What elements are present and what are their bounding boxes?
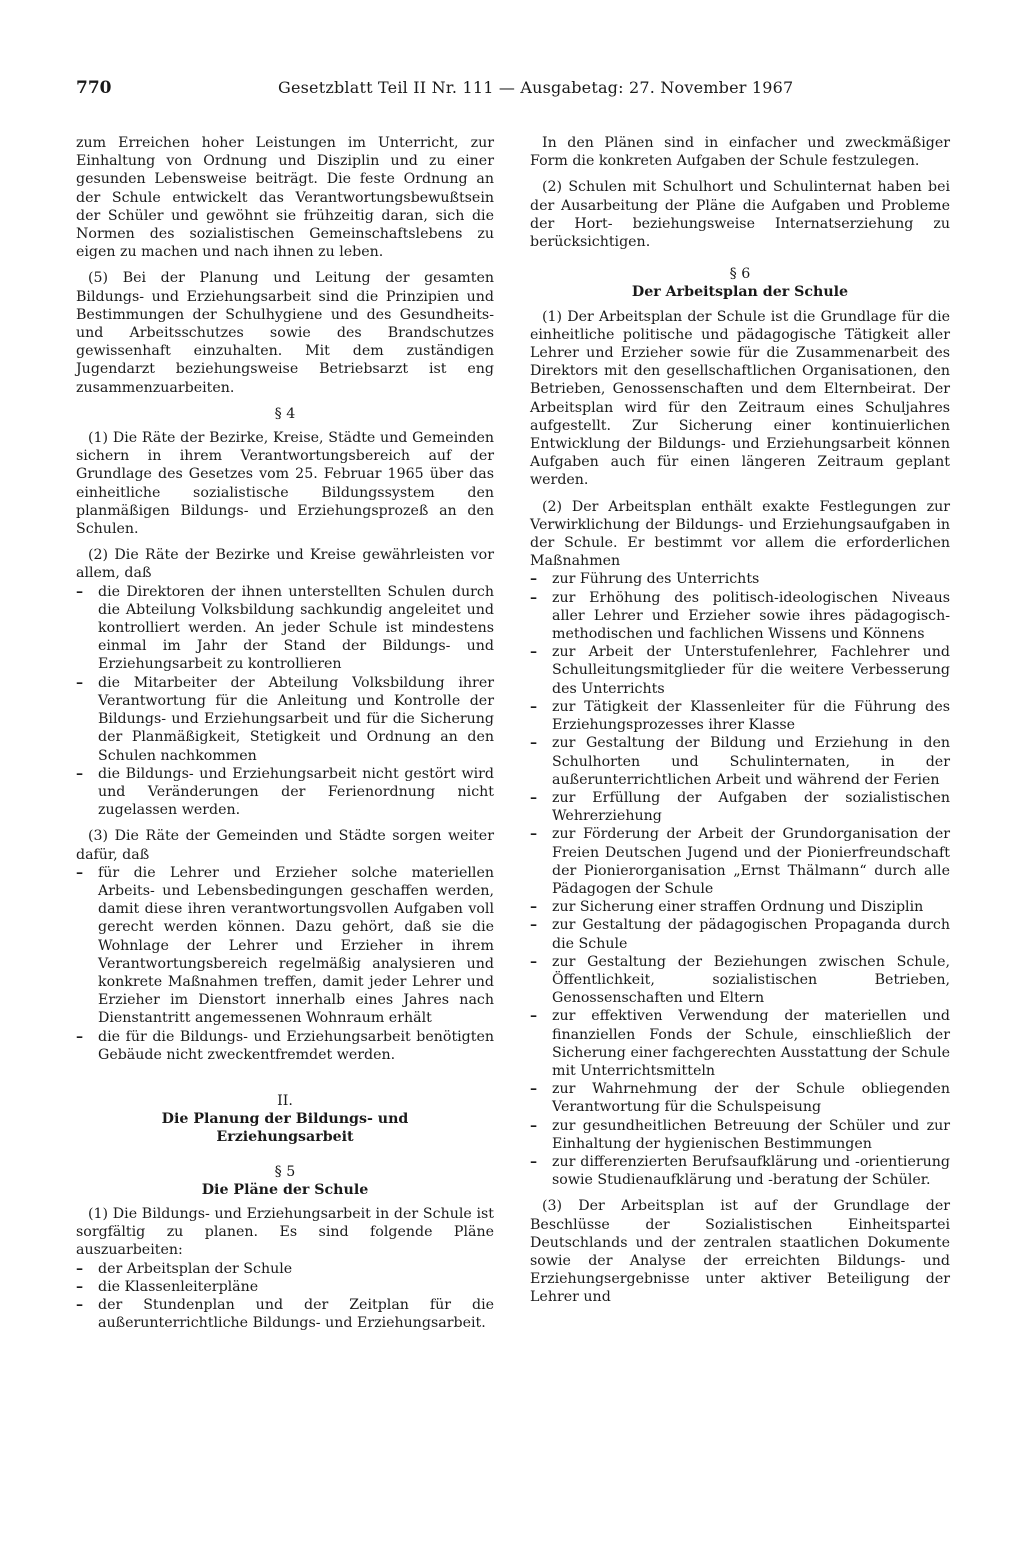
section-4-paragraph-1: (1) Die Räte der Bezirke, Kreise, Städte und Gemeinden sichern in ihrem Verantwortungsbereich auf der Grundlage des Gesetzes vom 25. Februar 1965 über das einheitliche sozialistische Bildungssystem den planmäßigen Bildungs- und Erziehungsprozeß an den Schulen. <box>76 430 494 538</box>
section-6-paragraph-1: (1) Der Arbeitsplan der Schule ist die Grundlage für die einheitliche politische und pädagogische Tätigkeit aller Lehrer und Erzieher sowie für die Zusammenarbeit des Direktors mit den gesellschaftlichen Organisationen, den Betrieben, Genossenschaften und dem Elternbeirat. Der Arbeitsplan wird für den Zeitraum eines Schuljahres aufgestellt. Zur Sicherung einer kontinuierlichen Entwicklung der Bildungs- und Erziehungsarbeit können Aufgaben auch für einen längeren Zeitraum geplant werden. <box>530 308 950 489</box>
dash-bullet-icon: – <box>76 1296 84 1313</box>
section-5-paragraph-1: (1) Die Bildungs- und Erziehungsarbeit in der Schule ist sorgfältig zu planen. Es sind folgende Pläne auszuarbeiten: <box>76 1205 494 1259</box>
list-item: – zur Gestaltung der pädagogischen Propaganda durch die Schule <box>530 917 950 952</box>
dash-bullet-icon: – <box>530 1153 538 1170</box>
dash-bullet-icon: – <box>530 571 538 588</box>
list-item: – die Direktoren der ihnen unterstellten Schulen durch die Abteilung Volksbildung sachkundig angeleitet und kontrolliert werden. An jeder Schule ist mindestens einmal im Jahr der Stand der Bildungs- und Erziehungsarbeit zu kontrollieren <box>76 583 494 673</box>
list-item: – die Mitarbeiter der Abteilung Volksbildung ihrer Verantwortung für die Anleitung und Kontrolle der Bildungs- und Erziehungsarbeit und für die Sicherung der Planmäßigkeit, Stetigkeit und Ordnung an den Schulen nachkommen <box>76 674 494 764</box>
left-column <box>76 134 494 1340</box>
list-item: – zur Arbeit der Unterstufenlehrer, Fachlehrer und Schulleitungsmitglieder für die weitere Verbesserung des Unterrichts <box>530 644 950 697</box>
section-6-title: Der Arbeitsplan der Schule <box>631 284 849 301</box>
section-4-paragraph-2-list <box>76 583 494 820</box>
list-item: – der Arbeitsplan der Schule <box>76 1260 293 1277</box>
dash-bullet-icon: – <box>76 864 84 881</box>
dash-bullet-icon: – <box>76 1028 84 1045</box>
dash-bullet-icon: – <box>530 1008 538 1025</box>
list-item: – zur Erfüllung der Aufgaben der sozialistischen Wehrerziehung <box>530 789 950 825</box>
dash-bullet-icon: – <box>530 1117 538 1134</box>
list-item: – zur Wahrnehmung der der Schule obliegenden Verantwortung für die Schulspeisung <box>530 1081 950 1116</box>
section-4-heading: § 4 <box>274 405 296 422</box>
dash-bullet-icon: – <box>530 644 538 661</box>
dash-bullet-icon: – <box>530 1081 538 1098</box>
section-6-paragraph-2: (2) Der Arbeitsplan enthält exakte Festlegungen zur Verwirklichung der Bildungs- und Erziehungsaufgaben in der Schule. Er bestimmt vor allem die erforderlichen Maßnahmen <box>530 498 950 570</box>
list-item: – zur Tätigkeit der Klassenleiter für die Führung des Erziehungsprozesses ihrer Klasse <box>530 698 950 734</box>
dash-bullet-icon: – <box>530 589 538 606</box>
dash-bullet-icon: – <box>530 789 538 806</box>
section-6-measures-list <box>530 570 950 1189</box>
page-number: 770 <box>76 78 112 98</box>
dash-bullet-icon: – <box>530 917 538 934</box>
list-item: – zur Führung des Unterrichts <box>530 571 760 588</box>
section-5-title: Die Pläne der Schule <box>201 1181 369 1198</box>
list-item: – der Stundenplan und der Zeitplan für die außerunterrichtliche Bildungs- und Erziehungsarbeit. <box>76 1296 494 1332</box>
list-item: – die Klassenleiterpläne <box>76 1278 259 1295</box>
list-item: – für die Lehrer und Erzieher solche materiellen Arbeits- und Lebensbedingungen geschaffen werden, damit diese ihren verantwortungsvollen Aufgaben voll gerecht werden können. Dazu gehört, daß sie die Wohnlage der Lehrer und Erzieher in ihrem Verantwortungsbereich regelmäßig analysieren und konkrete Maßnahmen treffen, damit jeder Lehrer und Erzieher im Dienstort innerhalb eines Jahres nach Dienstantritt angemessenen Wohnraum erhält <box>76 864 494 1027</box>
section-6-paragraph-3: (3) Der Arbeitsplan ist auf der Grundlage der Beschlüsse der Sozialistischen Einheitspartei Deutschlands und der zentralen staatlichen Dokumente sowie der Analyse der erreichten Bildungs- und Erziehungsergebnisse unter aktiver Beteiligung der Lehrer und <box>530 1198 950 1306</box>
list-item: – die für die Bildungs- und Erziehungsarbeit benötigten Gebäude nicht zweckentfremdet werden. <box>76 1028 494 1063</box>
dash-bullet-icon: – <box>530 953 538 970</box>
list-item: – zur effektiven Verwendung der materiellen und finanziellen Fonds der Schule, einschließlich der Sicherung einer fachgerechten Ausstattung der Schule mit Unterrichtsmitteln <box>530 1008 950 1079</box>
paragraph-5: (5) Bei der Planung und Leitung der gesamten Bildungs- und Erziehungsarbeit sind die Prinzipien und Bestimmungen der Schulhygiene und des Gesundheits- und Arbeitsschutzes sowie des Brandschutzes gewissenhaft einzuhalten. Mit dem zuständigen Jugendarzt beziehungsweise Betriebsarzt ist eng zusammenzuarbeiten. <box>76 270 494 396</box>
section-4-paragraph-3-list <box>76 864 494 1064</box>
journal-title: Gesetzblatt Teil II Nr. 111 — Ausgabetag: 27. November 1967 <box>278 78 794 97</box>
dash-bullet-icon: – <box>530 826 538 843</box>
right-column <box>530 134 950 1315</box>
dash-bullet-icon: – <box>76 1260 84 1277</box>
section-6-heading: § 6 <box>729 266 751 283</box>
dash-bullet-icon: – <box>530 698 538 715</box>
dash-bullet-icon: – <box>76 583 84 600</box>
section-5-plans-list <box>76 1260 494 1333</box>
paragraph-intro: zum Erreichen hoher Leistungen im Unterricht, zur Einhaltung von Ordnung und Disziplin und zu einer gesunden Lebensweise beiträgt. Die feste Ordnung an der Schule entwickelt das Verantwortungsbewußtsein der Schüler und gewöhnt sie frühzeitig daran, sich die Normen des sozialistischen Gemeinschaftslebens zu eigen zu machen und nach ihnen zu leben. <box>76 135 494 261</box>
section-4-paragraph-3: (3) Die Räte der Gemeinden und Städte sorgen weiter dafür, daß <box>76 828 494 863</box>
page-header <box>76 78 794 102</box>
list-item: – zur Sicherung einer straffen Ordnung und Disziplin <box>530 899 924 916</box>
list-item: – zur Förderung der Arbeit der Grundorganisation der Freien Deutschen Jugend und der Pionierfreundschaft der Pionierorganisation „Ernst Thälmann“ durch alle Pädagogen der Schule <box>530 826 950 897</box>
list-item: – die Bildungs- und Erziehungsarbeit nicht gestört wird und Veränderungen der Ferienordnung nicht zugelassen werden. <box>76 765 494 819</box>
part-number: II. <box>277 1092 293 1109</box>
section-4-paragraph-2: (2) Die Räte der Bezirke und Kreise gewährleisten vor allem, daß <box>76 547 494 582</box>
list-item: – zur Gestaltung der Beziehungen zwischen Schule, Öffentlichkeit, sozialistischen Betrieben, Genossenschaften und Eltern <box>530 953 950 1007</box>
list-item: – zur Erhöhung des politisch-ideologischen Niveaus aller Lehrer und Erzieher sowie ihres pädagogisch-methodischen und fachlichen Wissens und Könnens <box>530 589 950 643</box>
part-title: Die Planung der Bildungs- und Erziehungsarbeit <box>161 1111 409 1146</box>
dash-bullet-icon: – <box>76 765 84 782</box>
list-item: – zur differenzierten Berufsaufklärung und -orientierung sowie Studienaufklärung und -beratung der Schüler. <box>530 1153 950 1189</box>
dash-bullet-icon: – <box>76 674 84 691</box>
section-5-heading: § 5 <box>274 1163 296 1180</box>
list-item: – zur Gestaltung der Bildung und Erziehung in den Schulhorten und Schulinternaten, in der außerunterrichtlichen Arbeit und während der Ferien <box>530 735 950 788</box>
dash-bullet-icon: – <box>530 899 538 916</box>
dash-bullet-icon: – <box>76 1278 84 1295</box>
list-item: – zur gesundheitlichen Betreuung der Schüler und zur Einhaltung der hygienischen Bestimmungen <box>530 1117 950 1152</box>
dash-bullet-icon: – <box>530 735 538 752</box>
paragraph-continued: In den Plänen sind in einfacher und zweckmäßiger Form die konkreten Aufgaben der Schule festzulegen. <box>530 135 950 170</box>
paragraph-2: (2) Schulen mit Schulhort und Schulinternat haben bei der Ausarbeitung der Pläne die Aufgaben und Probleme der Hort- beziehungsweise Internatserziehung zu berücksichtigen. <box>530 179 950 251</box>
